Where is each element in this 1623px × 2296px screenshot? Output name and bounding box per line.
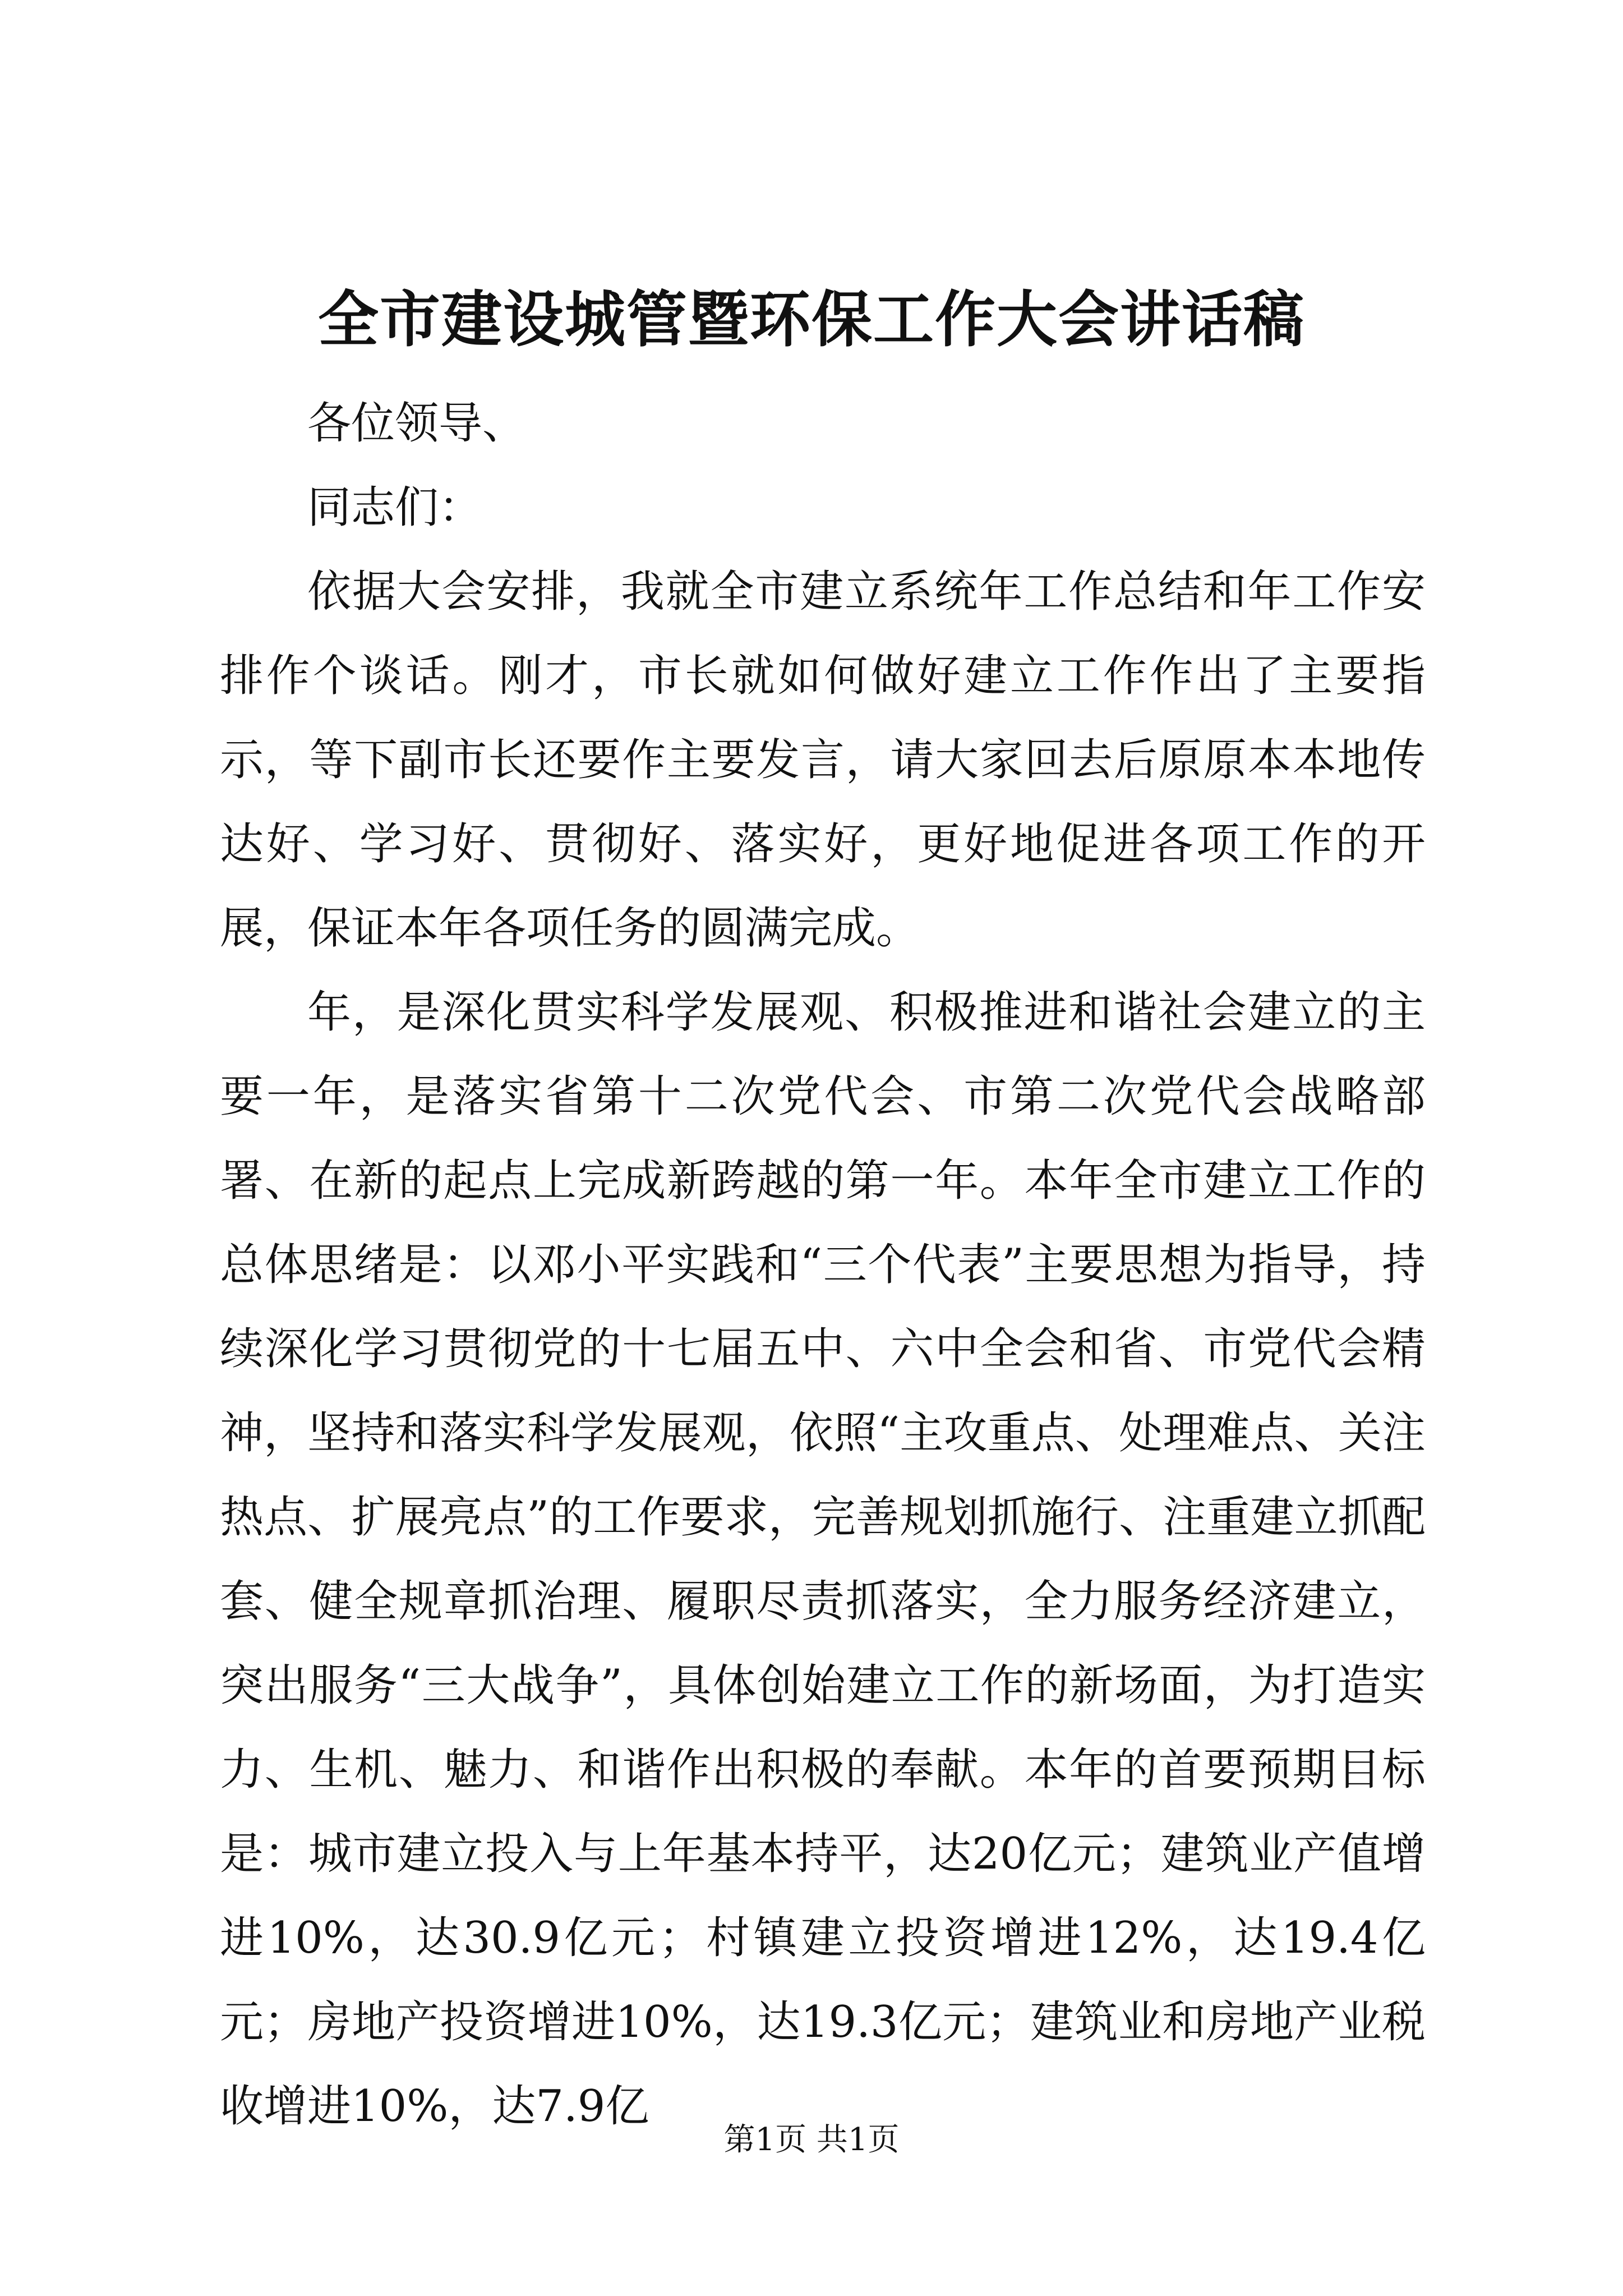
page-footer: 第1页 共1页 bbox=[723, 2122, 900, 2158]
body-paragraph: 年，是深化贯实科学发展观、积极推进和谐社会建立的主要一年，是落实省第十二次党代会、市第二次党代会战略部署、在新的起点上完成新跨越的第一年。本年全市建立工作的总体思绪是：以邓小平实践和“三个代表”主要思想为指导，持续深化学习贯彻党的十七届五中、六中全会和省、市党代会精神，坚持和落实科学发展观，依照“主攻重点、处理难点、关注热点、扩展亮点”的工作要求，完善规划抓施行、注重建立抓配套、健全规章抓治理、履职尽责抓落实，全力服务经济建立，突出服务“三大战争”，具体创始建立工作的新场面，为打造实力、生机、魅力、和谐作出积极的奉献。本年的首要预期目标是：城市建立投入与上年基本持平，达20亿元；建筑业产值增进10%，达30.9亿元；村镇建立投资增进12%，达19.4亿元；房地产投资增进10%，达19.3亿元；建筑业和房地产业税收增进10%，达7.9亿 bbox=[220, 987, 1426, 2132]
document-title: 全市建设城管暨环保工作大会讲话稿 bbox=[317, 284, 1305, 355]
body-paragraph: 依据大会安排，我就全市建立系统年工作总结和年工作安排作个谈话。刚才，市长就如何做好建立工作作出了主要指示，等下副市长还要作主要发言，请大家回去后原原本本地传达好、学习好、贯彻好、落实好，更好地促进各项工作的开展，保证本年各项任务的圆满完成。 bbox=[220, 567, 1426, 954]
document-body bbox=[220, 381, 1426, 2148]
salutation-line-2: 同志们： bbox=[307, 482, 483, 533]
salutation-line-1: 各位领导、 bbox=[307, 398, 527, 449]
